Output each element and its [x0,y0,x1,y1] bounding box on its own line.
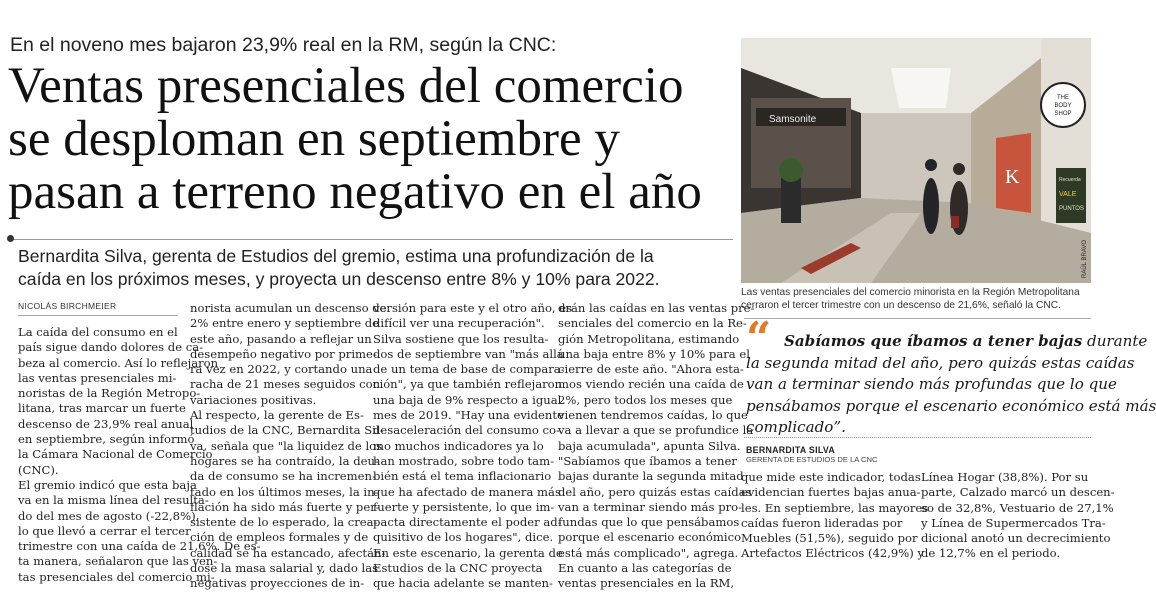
body-line: fuerte y persistente, lo que im- [373,499,555,514]
pullquote-line: complicado”. [746,418,846,436]
body-line: porque el escenario económico [558,530,742,545]
body-line: pacta directamente el poder ad- [373,515,562,530]
pullquote [746,331,1156,439]
body-line: ción de empleos formales y de [190,530,369,545]
pullquote-line: la segunda mitad del año, pero quizás estas caídas [746,353,1135,372]
headline-line: se desploman en septiembre y [8,111,620,167]
body-line: calidad se ha estancado, afectán- [190,545,386,560]
kicker: En el noveno mes bajaron 23,9% real en la RM, según la CNC: [10,34,557,56]
info-board-text: PUNTOS [1059,206,1084,212]
pullquote-line [746,331,1148,353]
body-line: han mostrado, sobre todo tam- [373,453,554,468]
body-line: senciales del comercio en la Re- [558,316,747,331]
body-line: Al respecto, la gerente de Es- [190,408,364,423]
body-column-6 [921,470,1115,562]
body-line: Silva sostiene que los resulta- [373,331,549,346]
body-line: de 12,7% en el periodo. [921,546,1061,561]
body-line: "Sabíamos que íbamos a tener [558,453,737,468]
body-line: trimestre con una caída de 21,6%. De es- [18,539,261,554]
body-line: 2%, pero todos los meses que [558,392,733,407]
body-line: (CNC). [18,462,59,477]
body-line: tas presenciales del comercio mi- [18,569,215,584]
body-line: una baja entre 8% y 10% para el [558,346,750,361]
body-line: mes de 2019. "Hay una evidente [373,408,564,423]
body-line: difícil ver una recuperación". [373,316,545,331]
body-line: mos viendo recién una caída de [558,377,744,392]
body-line: Estudios de la CNC proyecta [373,561,543,576]
body-line: Artefactos Eléctricos (42,9%) y [741,546,925,561]
body-line: cierre de este año. "Ahora esta- [558,362,744,377]
body-line: desaceleración del consumo co- [373,423,560,438]
byline-rule [18,315,178,316]
body-line: baja acumulada", apunta Silva. [558,438,741,453]
headline-line: Ventas presenciales del comercio [8,58,684,114]
body-line: mo muchos indicadores ya lo [373,438,544,453]
subhead-line: Bernardita Silva, gerenta de Estudios del gremio, estima una profundización de la [18,246,654,266]
subhead-bullet [7,235,14,242]
body-line: este año, pasando a reflejar un [190,331,372,346]
body-line: va a llevar a que se profundice la [558,423,754,438]
body-line: so de 32,8%, Vestuario de 27,1% [921,500,1114,515]
caption-line: cerraron el tercer trimestre con un descenso de 21,6%, señaló la CNC. [741,299,1061,311]
body-column-3 [373,301,573,592]
headline [8,60,733,219]
info-board-text: VALE [1059,191,1077,198]
quote-divider [744,437,1091,438]
pullquote-line: pensábamos porque el escenario económico está más [746,396,1156,415]
body-line: da de consumo se ha incremen- [190,469,376,484]
body-line: del año, pero quizás estas caídas [558,484,752,499]
body-line: sistente de lo esperado, la crea- [190,515,378,530]
body-line: beza al comercio. Así lo reflejaron [18,355,219,370]
store-sign-right: BODY [1054,103,1072,109]
store-sign-right: SHOP [1054,111,1072,117]
body-line: En cuanto a las categorías de [558,561,732,576]
body-line: norista acumulan un descenso de [190,301,387,315]
body-line: les. En septiembre, las mayores [741,500,929,515]
body-line: las ventas presenciales mi- [18,370,177,385]
store-sign-left: Samsonite [769,114,817,125]
body-line: litana, tras marcar un fuerte [18,401,186,416]
info-board-text: Recuerda [1059,177,1081,183]
body-line: y Línea de Supermercados Tra- [921,515,1106,530]
body-line: desempeño negativo por prime- [190,346,377,361]
body-line: variaciones positivas. [190,392,317,407]
body-line: do del mes de agosto (-22,8%), [18,508,200,523]
body-line: que ha afectado de manera más [373,484,561,499]
mall-photo-drawing [741,38,1091,283]
body-line: La caída del consumo en el [18,325,178,339]
body-line: ventas presenciales en la RM, [558,576,735,591]
body-line: ta manera, señalaron que las ven- [18,554,218,569]
body-line: país sigue dando dolores de ca- [18,340,204,355]
body-line: una baja de 9% respecto a igual [373,392,562,407]
body-line: dose la masa salarial y, dado las [190,561,379,576]
body-line: El gremio indicó que esta baja [18,477,197,492]
body-line: va en la misma línea del resulta- [18,493,209,508]
pullquote-line: van a terminar siendo más profundas que lo que [746,375,1117,393]
photo-credit: RAÚL BRAVO [1082,239,1088,278]
body-line: que hacia adelante se manten- [373,576,553,591]
body-line: quisitivo de los hogares", dice. [373,530,554,545]
mall-photo [741,38,1091,283]
body-line: descenso de 23,9% real anual [18,416,194,431]
body-line: ra vez en 2022, y cortando una [190,362,373,377]
store-letter-k: K [1005,166,1020,188]
body-line: bién está el tema inflacionario [373,469,552,484]
caption-line: Las ventas presenciales del comercio minorista en la Región Metropolitana [741,287,1080,298]
subhead-rule [8,239,733,240]
body-line: lo que llevó a cerrar el tercer [18,523,191,538]
body-column-5 [741,470,929,562]
body-line: parte, Calzado marcó un descen- [921,485,1115,500]
body-line: está más complicado", agrega. [558,545,739,560]
subhead-line: caída en los próximos meses, y proyecta un descenso entre 8% y 10% para 2022. [18,269,660,289]
body-line: drán las caídas en las ventas pre- [558,301,755,315]
subhead [18,245,733,291]
pullquote-bold: Sabíamos que íbamos a tener bajas [784,332,1083,350]
quote-mark-icon: “ [746,313,772,364]
body-line: caídas fueron lideradas por [741,515,903,530]
body-line: la Cámara Nacional de Comercio [18,447,213,462]
body-column-4 [558,301,755,592]
body-line: racha de 21 meses seguidos con [190,377,381,392]
body-line: van a terminar siendo más pro- [558,499,743,514]
body-line: tado en los últimos meses, la in- [190,484,379,499]
body-line: en septiembre, según informó [18,432,195,447]
body-line: En este escenario, la gerenta de [373,545,563,560]
body-column-2 [190,301,387,592]
body-line: ción", ya que también reflejaron [373,377,563,392]
body-line: versión para este y el otro año, es [373,301,573,315]
body-line: tudios de la CNC, Bernardita Sil- [190,423,384,438]
body-line: de un tema de base de compara- [373,362,565,377]
body-line: hogares se ha contraído, la deu- [190,453,379,468]
body-line: vienen tendremos caídas, lo que [558,408,748,423]
body-line: Línea Hogar (38,8%). Por su [921,470,1089,484]
quote-author-role: GERENTA DE ESTUDIOS DE LA CNC [746,455,878,464]
body-line: noristas de la Región Metropo- [18,386,201,401]
store-sign-right: THE [1057,95,1069,101]
body-line: Muebles (51,5%), seguido por [741,531,918,546]
body-line: va, señala que "la liquidez de los [190,438,383,453]
body-line: que mide este indicador, todas [741,470,921,484]
body-line: fundas que lo que pensábamos [558,515,740,530]
body-line: flación ha sido más fuerte y per- [190,499,380,514]
byline: NICOLÁS BIRCHMEIER [18,301,117,311]
body-line: dos de septiembre van "más allá [373,346,564,361]
pullquote-rule [744,318,1091,319]
quote-author: BERNARDITA SILVA [746,445,836,455]
body-line: evidencian fuertes bajas anua- [741,485,921,500]
body-line: negativas proyecciones de in- [190,576,365,591]
body-line: dicional anotó un decrecimiento [921,531,1111,546]
body-line: gión Metropolitana, estimando [558,331,740,346]
pullquote-text: durante [1082,332,1148,350]
photo-caption [741,287,1091,313]
headline-line: pasan a terreno negativo en el año [8,164,702,220]
body-line: bajas durante la segunda mitad [558,469,744,484]
body-line: 2% entre enero y septiembre de [190,316,380,331]
